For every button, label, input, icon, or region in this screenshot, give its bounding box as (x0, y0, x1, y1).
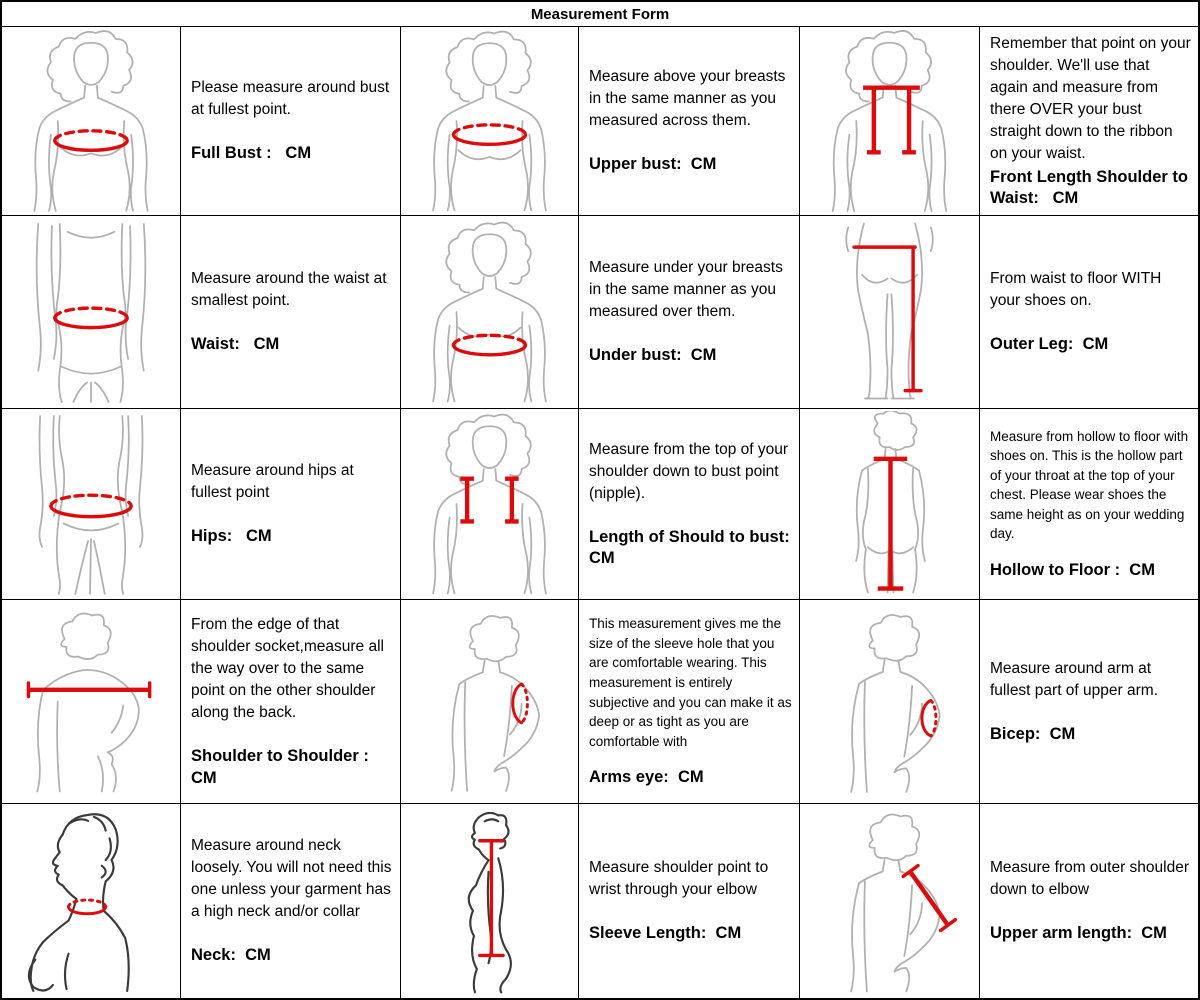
hips-cell (181, 409, 400, 599)
hollow-to-floor-figure (800, 409, 979, 599)
hollow-to-floor-description: Measure from hollow to floor with shoes on. This is the hollow part of your throat at the top of your chest. Please wear shoes the same height as on your wedding day. (990, 428, 1192, 542)
under-bust-description: Measure under your breasts in the same manner as you measured over them. (589, 259, 788, 321)
shoulder-to-bust-figure (401, 409, 578, 599)
shoulder-to-shoulder-figure (2, 600, 180, 803)
front-length-shoulder-to-waist-figure (800, 27, 979, 215)
front-length-label: Front Length Shoulder to Waist: CM (990, 167, 1193, 207)
hips-figure (2, 409, 180, 599)
sleeve-length-figure (401, 804, 578, 998)
full-bust-figure (2, 27, 180, 215)
upper-arm-length-cell (980, 804, 1198, 998)
upper-bust-label: Upper bust: CM (589, 155, 717, 174)
waist-label: Waist: CM (191, 335, 280, 354)
arms-eye-cell (579, 600, 799, 803)
neck-label: Neck: CM (191, 946, 271, 965)
front-length-description: Remember that point on your shoulder. We'll use that again and measure from there OVER your bust straight down to the ribbon on your waist. (990, 34, 1196, 162)
waist-figure (2, 216, 180, 408)
full-bust-description: Please measure around bust at fullest point. (191, 79, 394, 119)
bicep-figure (800, 600, 979, 803)
shoulder-to-shoulder-cell (181, 600, 400, 803)
full-bust-cell (181, 27, 400, 215)
form-title: Measurement Form (2, 2, 1198, 26)
upper-arm-length-label: Upper arm length: CM (990, 924, 1167, 943)
waist-cell (181, 216, 400, 408)
under-bust-cell (579, 216, 799, 408)
shoulder-to-bust-label: Length of Should to bust: CM (589, 527, 799, 567)
shoulder-to-bust-description: Measure from the top of your shoulder down to bust point (nipple). (589, 440, 793, 502)
upper-bust-cell (579, 27, 799, 215)
shoulder-to-bust-cell (579, 409, 799, 599)
hollow-to-floor-cell (980, 409, 1198, 599)
hips-label: Hips: CM (191, 527, 272, 546)
sleeve-length-label: Sleeve Length: CM (589, 924, 742, 943)
upper-arm-length-description: Measure from outer shoulder down to elbow (990, 859, 1194, 899)
hollow-to-floor-label: Hollow to Floor : CM (990, 560, 1155, 579)
sleeve-length-description: Measure shoulder point to wrist through your elbow (589, 859, 773, 899)
outer-leg-figure (800, 216, 979, 408)
front-length-cell (980, 27, 1198, 215)
arms-eye-label: Arms eye: CM (589, 768, 704, 787)
outer-leg-cell (980, 216, 1198, 408)
outer-leg-description: From waist to floor WITH your shoes on. (990, 270, 1166, 310)
arms-eye-figure (401, 600, 578, 803)
upper-bust-description: Measure above your breasts in the same manner as you measured across them. (589, 68, 790, 130)
neck-description: Measure around neck loosely. You will not need this one unless your garment has a high neck and/or collar (191, 837, 396, 921)
neck-cell (181, 804, 400, 998)
hips-description: Measure around hips at fullest point (191, 462, 359, 502)
under-bust-label: Under bust: CM (589, 346, 717, 365)
waist-description: Measure around the waist at smallest point. (191, 270, 391, 310)
neck-figure (2, 804, 180, 998)
full-bust-label: Full Bust : CM (191, 144, 312, 163)
under-bust-figure (401, 216, 578, 408)
arms-eye-description: This measurement gives me the size of the sleeve hole that you are comfortable wearing. This measurement is entirely subjective and you can make it as deep or as tight as you are comfortable with (589, 616, 796, 749)
sleeve-length-cell (579, 804, 799, 998)
bicep-cell (980, 600, 1198, 803)
upper-bust-figure (401, 27, 578, 215)
upper-arm-length-figure (800, 804, 979, 998)
shoulder-to-shoulder-description: From the edge of that shoulder socket,measure all the way over to the same point on the other shoulder along the back. (191, 616, 389, 722)
shoulder-to-shoulder-label: Shoulder to Shoulder : CM (191, 747, 374, 787)
bicep-label: Bicep: CM (990, 724, 1076, 743)
outer-leg-label: Outer Leg: CM (990, 335, 1109, 354)
bicep-description: Measure around arm at fullest part of upper arm. (990, 659, 1158, 699)
